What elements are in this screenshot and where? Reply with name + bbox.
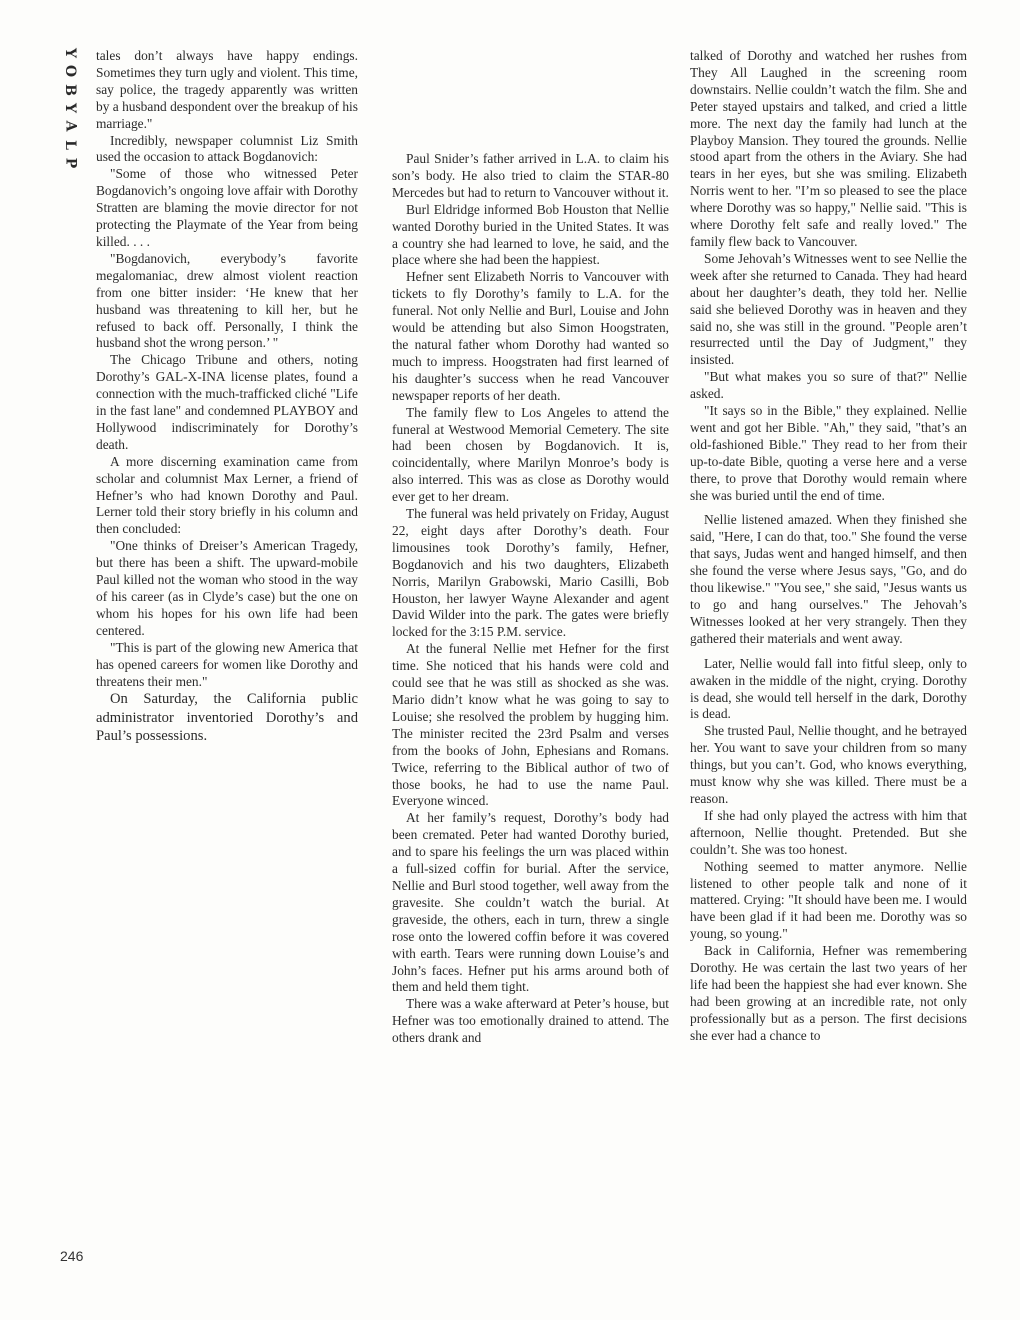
paragraph: Hefner sent Elizabeth Norris to Vancouver with tickets to fly Dorothy’s family to L.A. for the funeral. Not only Nellie and Burl, Louise and John would be attending but also Simon Hoogstraten, the natural father whom Dorothy had wanted so much to impress. Hoogstraten had first learned of his daughter’s success when he read Vancouver newspaper reports of her death.	[392, 269, 669, 403]
paragraph: Nellie listened amazed. When they finished she said, "Here, I can do that, too." She found the verse that says, Judas went and hanged himself, and then she found the verse where Jesus says, "Go, and do thou likewise." "You see," she said, "Jesus wants us to go and hang ourselves." The Jehovah’s Witnesses looked at her very strangely. Then they gathered their materials and went away.	[690, 512, 967, 646]
paragraph: The Chicago Tribune and others, noting Dorothy’s GAL-X-INA license plates, found a connection with the much-trafficked cliché "Life in the fast lane" and condemned PLAYBOY and Hollywood indiscriminately for Dorothy’s death.	[96, 352, 358, 452]
page-number: 246	[60, 1248, 84, 1264]
masthead-letter: L	[62, 139, 78, 150]
masthead-letter: Y	[62, 102, 78, 113]
paragraph: "It says so in the Bible," they explained. Nellie went and got her Bible. "Ah," they said, "that’s an old-fashioned Bible." They read to her from their up-to-date Bible, quoting a verse here and a verse there, to prove that Dorothy would remain where she was buried until the end of time.	[690, 403, 967, 503]
paragraph: tales don’t always have happy endings. Sometimes they turn ugly and violent. This time, say police, the tragedy apparently was written by a husband despondent over the breakup of his marriage."	[96, 48, 358, 131]
paragraph: Back in California, Hefner was remembering Dorothy. He was certain the last two years of her life had been the happiest she had ever known. She had been growing at an incredible rate, not only professionally but as a person. The first decisions she ever had a chance to	[690, 943, 967, 1043]
paragraph: If she had only played the actress with him that afternoon, Nellie thought. Pretended. But she couldn’t. She was too honest.	[690, 807, 967, 857]
paragraph: Nothing seemed to matter anymore. Nellie listened to other people talk and none of it mattered. Crying: "It should have been me. I would have been glad if it had been me. Dorothy was so young, so young."	[690, 858, 967, 942]
paragraph: "Bogdanovich, everybody’s favorite megalomaniac, drew almost violent reaction from one bitter insider: ‘He knew that her husband was threatening to kill her, but he refused to back off. Personally, I think the husband shot the wrong person.’ "	[96, 250, 358, 351]
masthead-letter: P	[62, 157, 78, 169]
paragraph: The family flew to Los Angeles to attend the funeral at Westwood Memorial Cemetery. The site had been chosen by Bogdanovich. It is, coincidentally, where Marilyn Monroe’s body is also interred. This was as close as Dorothy would ever get to her dream.	[392, 404, 669, 505]
paragraph: At the funeral Nellie met Hefner for the first time. She noticed that his hands were cold and could see that he was still as shocked as she was. Mario didn’t know what he was going to say to Louise; she resolved the problem by hugging him. The minister recited the 23rd Psalm and verses from the books of John, Ephesians and Romans. Twice, referring to the Biblical author of two of those books, he had to use the name Paul. Everyone winced.	[392, 641, 669, 809]
paragraph: "This is part of the glowing new America that has opened careers for women like Dorothy and threatens their men."	[96, 639, 358, 689]
paragraph: "But what makes you so sure of that?" Nellie asked.	[690, 369, 967, 402]
text-column-middle	[392, 151, 669, 1047]
paragraph: talked of Dorothy and watched her rushes from They All Laughed in the screening room downstairs. Nellie couldn’t watch the film. She and Peter stayed upstairs and talked, and cried a little more. The next day the family had lunch at the Playboy Mansion. They toured the grounds. Nellie stood apart from the others in the Aviary. She had tears in her eyes, but she was smiling. Elizabeth Norris went to her. "I’m so pleased to see the place where Dorothy was so happy," Nellie said. "This is where Dorothy felt safe and really loved." The family flew back to Vancouver.	[690, 48, 967, 249]
masthead-letter: B	[62, 83, 78, 96]
magazine-masthead	[58, 46, 82, 170]
paragraph: Paul Snider’s father arrived in L.A. to claim his son’s body. He also tried to claim the STAR-80 Mercedes but had to return to Vancouver without it.	[392, 151, 669, 200]
paragraph: Burl Eldridge informed Bob Houston that Nellie wanted Dorothy buried in the United States. It was a country she had learned to love, he said, and the place where she had been the happiest.	[392, 201, 669, 268]
paragraph: Some Jehovah’s Witnesses went to see Nellie the week after she returned to Canada. They had heard about her daughter’s death, they told her. Nellie said she believed Dorothy was in heaven and they said no, she was still in the ground. "People aren’t resurrected until the Day of Judgment," they insisted.	[690, 250, 967, 368]
paragraph: At her family’s request, Dorothy’s body had been cremated. Peter had wanted Dorothy buried, and to spare his feelings the urn was placed within a full-sized coffin for burial. After the service, Nellie and Burl stood together, well away from the gravesite. She couldn’t watch the burial. At graveside, the others, each in turn, threw a single rose onto the lowered coffin before it was covered with earth. Tears were running down Louise’s and John’s faces. Hefner put his arms around both of them and held them tight.	[392, 810, 669, 995]
paragraph: The funeral was held privately on Friday, August 22, eight days after Dorothy’s death. Four limousines took Dorothy’s family, Hefner, Bogdanovich and his two daughters, Elizabeth Norris, Marilyn Grabowski, Mario Casilli, Bob Houston, her lawyer Wayne Alexander and agent David Wilder into the park. The gates were briefly locked for the 3:15 P.M. service.	[392, 506, 669, 640]
text-column-left	[96, 48, 358, 746]
paragraph: "Some of those who witnessed Peter Bogdanovich’s ongoing love affair with Dorothy Stratten are blaming the movie director for not protecting the Playmate of the Year from being killed. . . .	[96, 166, 358, 249]
text-column-right	[690, 48, 967, 1045]
paragraph: Later, Nellie would fall into fitful sleep, only to awaken in the middle of the night, crying. Dorothy is dead, she would tell herself in the dark, Dorothy is dead.	[690, 655, 967, 722]
masthead-letter: Y	[62, 48, 78, 58]
paragraph: A more discerning examination came from scholar and columnist Max Lerner, a friend of Hefner’s who had known Dorothy and Paul. Lerner told their story briefly in his column and then concluded:	[96, 453, 358, 537]
paragraph: On Saturday, the California public administrator inventoried Dorothy’s and Paul’s possessions.	[96, 691, 358, 745]
masthead-letter: O	[61, 65, 78, 78]
paragraph: "One thinks of Dreiser’s American Tragedy, but there has been a shift. The upward-mobile Paul killed not the woman who stood in the way of his career (as in Clyde’s case) but the one on whom his hopes for his own life had been centered.	[96, 538, 358, 638]
paragraph: Incredibly, newspaper columnist Liz Smith used the occasion to attack Bogdanovich:	[96, 132, 358, 165]
paragraph: There was a wake afterward at Peter’s house, but Hefner was too emotionally drained to attend. The others drank and	[392, 996, 669, 1046]
paragraph: She trusted Paul, Nellie thought, and he betrayed her. You want to save your children from so many things, but you can’t. God, who knows everything, must know why she was killed. There must be a reason.	[690, 723, 967, 806]
masthead-letter: A	[62, 120, 78, 132]
